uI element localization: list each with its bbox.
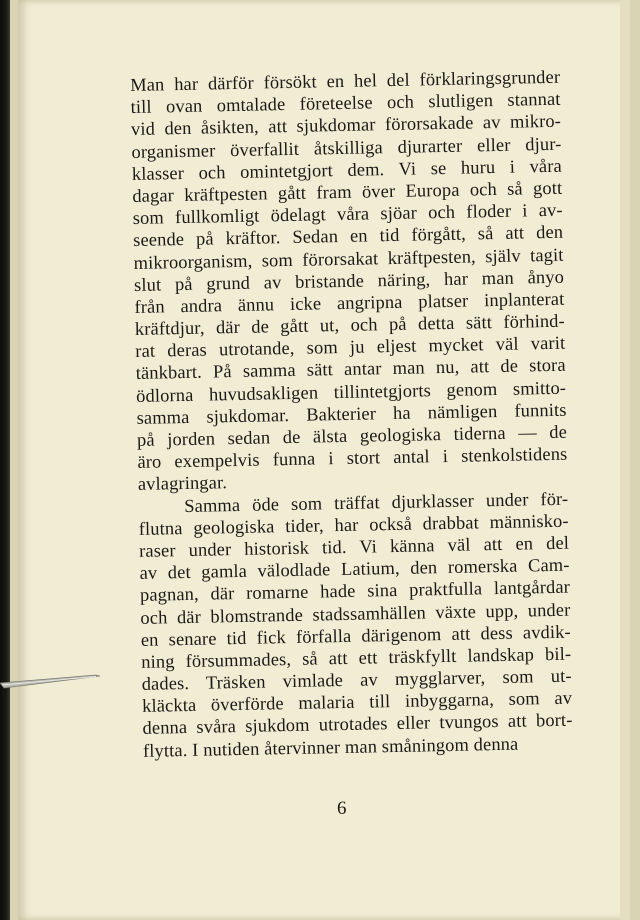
text-line: ödlorna huvudsakligen tillintetgjorts genom smitto-: [135, 377, 567, 406]
text-line: seende på kräftor. Sedan en tid förgått, så att den: [133, 222, 564, 251]
page-number: 6: [337, 798, 347, 819]
text-line: som fullkomligt ödelagt våra sjöar och floder i av-: [132, 199, 563, 229]
text-line: till ovan omtalade företeelse och slutligen stannat: [130, 88, 561, 118]
text-line: Man har därför försökt en hel del förklaringsgrunder: [130, 66, 561, 95]
text-line: rat deras utrotande, som ju eljest mycket väl varit: [135, 332, 566, 362]
text-line: från andra ännu icke angripna platser inplanterat: [134, 288, 565, 317]
text-line: slut på grund av bristande näring, har man ånyo: [133, 266, 565, 295]
text-line: raser under historisk tid. Vi känna väl att en del: [138, 532, 570, 561]
scan-edge-shadow: [0, 0, 10, 920]
body-text: [130, 66, 573, 762]
text-line: samma sjukdomar. Bakterier ha nämligen funnits: [136, 399, 567, 428]
text-line: flutna geologiska tider, har också drabbat människo-: [138, 510, 569, 539]
text-line: denna svåra sjukdom utrotades eller tvungos att bort-: [142, 710, 573, 739]
text-line: ning försummades, så att ett träskfyllt landskap bil-: [141, 643, 572, 672]
text-line: av det gamla välodlade Latium, den romerska Cam-: [139, 554, 570, 584]
text-line: en senare tid fick förfalla därigenom att dess avdik-: [140, 621, 571, 650]
text-line: klasser och omintetgjort dem. Vi se huru i våra: [131, 155, 563, 184]
text-line: dades. Träsken vimlade av mygglarver, som ut-: [141, 665, 572, 694]
text-line: flytta. I nutiden återvinner man småningom denna: [142, 733, 519, 761]
text-line: vid den åsikten, att sjukdomar förorsakade av mikro-: [130, 111, 562, 140]
text-line: dagar kräftpesten gått fram över Europa och så gott: [132, 177, 563, 206]
text-line: organismer överfallit åtskilliga djurarter eller djur-: [131, 133, 562, 162]
text-line: mikroorganism, som förorsakat kräftpesten, själv tagit: [133, 244, 564, 273]
text-line: avlagringar.: [137, 472, 228, 495]
text-line: och där blomstrande stadssamhällen växte upp, under: [140, 599, 571, 628]
text-line: pagnan, där romarne hade sina praktfulla lantgårdar: [139, 576, 571, 606]
paragraph: [138, 487, 573, 761]
page-right-margin: [620, 0, 630, 920]
text-line: på jorden sedan de älsta geologiska tiderna — de: [136, 421, 568, 450]
paragraph: [130, 66, 568, 496]
text-line: tänkbart. På samma sätt antar man nu, att de stora: [135, 355, 566, 384]
text-line: Samma öde som träffat djurklasser under för-: [184, 488, 569, 516]
text-line: kräftdjur, där de gått ut, och på detta sätt förhind-: [134, 310, 566, 340]
text-line: äro exempelvis funna i stort antal i stenkolstidens: [137, 443, 568, 473]
text-line: kläckta överförde malaria till inbyggarna, som av: [141, 687, 573, 717]
metal-pointer-icon: [0, 670, 100, 692]
